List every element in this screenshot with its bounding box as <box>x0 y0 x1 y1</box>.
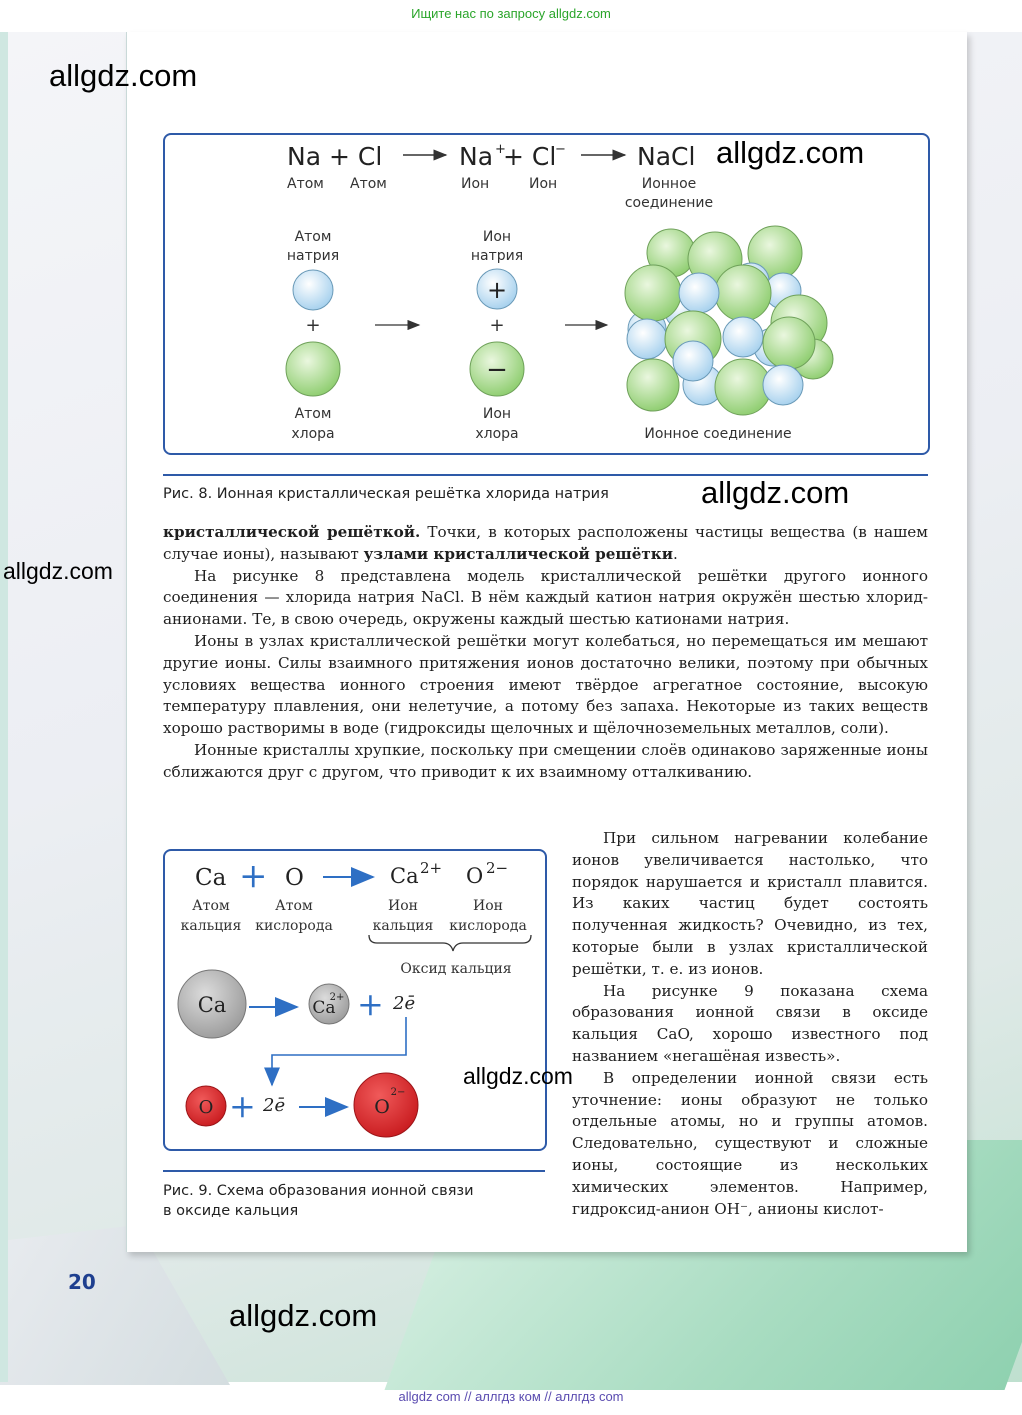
oxygen-atom-symbol: O <box>198 1097 214 1118</box>
brace-icon <box>369 935 531 951</box>
o-ion-label-2: кислорода <box>449 918 527 934</box>
equation-nacl: NaCl <box>637 142 696 171</box>
column-paragraph-2: На рисунке 9 показана схема образования ионной связи в оксиде кальция CaO, хорошо известного под названием «негашёная известь». <box>572 981 928 1065</box>
ca-ion-label-1: Ион <box>388 898 418 914</box>
top-banner[interactable]: Ищите нас по запросу allgdz.com <box>411 6 611 21</box>
equation-cl-ion: + Cl <box>503 142 557 171</box>
nacl-lattice <box>625 226 833 415</box>
background-strip <box>0 32 8 1382</box>
electrons-label: 2ē <box>263 1095 286 1116</box>
ca-atom-label-1: Атом <box>192 898 230 914</box>
chlorine-atom <box>286 342 340 396</box>
sodium-atom-label-1: Атом <box>294 229 332 245</box>
paragraph-2: На рисунке 8 представлена модель кристаллической решётки другого ионного соединения — хлорида натрия NaCl. В нём каждый катион натрия окружён шестью хлорид-анионами. Те, в свою очередь, окружены каждый шестью катионами натрия. <box>163 566 928 629</box>
sodium-ion-sphere <box>763 365 803 405</box>
eq-o: O <box>285 865 304 891</box>
ca-atom-label-2: кальция <box>180 918 242 934</box>
negative-charge-icon: − <box>486 355 508 385</box>
chlorine-ion-label-2: хлора <box>475 426 519 442</box>
label-ion-cl: Ион <box>529 176 558 192</box>
chlorine-atom-label-1: Атом <box>294 406 332 422</box>
column-paragraph-1: При сильном нагревании колебание ионов увеличивается настолько, что порядок нарушается и кристалл плавится. Из каких частиц будет состоять полученная жидкость? Очевидно, из тех, которые были в узлах кристаллической решётки, т. е. из ионов. <box>572 829 928 978</box>
label-compound-1: Ионное <box>641 176 697 192</box>
sodium-atom <box>293 270 333 310</box>
term-lattice-nodes: узлами кристаллической решётки <box>363 544 673 563</box>
chlorine-atom-label-2: хлора <box>291 426 335 442</box>
label-ion-na: Ион <box>461 176 490 192</box>
page-number: 20 <box>68 1270 96 1294</box>
eq-ca-charge: 2+ <box>420 859 443 877</box>
chloride-ion-sphere <box>625 265 681 321</box>
label-compound-2: соединение <box>624 195 714 211</box>
figure-9-caption-rule <box>163 1170 545 1172</box>
o-ion-label-1: Ион <box>473 898 503 914</box>
chloride-ion-sphere <box>627 359 679 411</box>
sodium-ion-sphere <box>723 317 763 357</box>
watermark: allgdz.com <box>229 1298 378 1333</box>
o-atom-label-2: кислорода <box>255 918 333 934</box>
eq-ca-ion: Ca <box>390 864 419 888</box>
positive-charge-icon: + <box>486 276 508 304</box>
term-crystal-lattice: кристаллической решёткой. <box>163 523 421 541</box>
lattice-label: Ионное соединение <box>644 426 792 442</box>
plus-sign: + <box>489 315 505 336</box>
chlorine-ion-label-1: Ион <box>482 406 512 422</box>
watermark: allgdz.com <box>716 135 865 170</box>
sodium-ion-sphere <box>673 341 713 381</box>
label-atom-cl: Атом <box>350 176 387 192</box>
ca-ion-label-2: кальция <box>372 918 434 934</box>
equation-na-charge: + <box>495 142 506 157</box>
plus-icon: + <box>357 985 384 1023</box>
plus-sign: + <box>305 315 321 336</box>
bottom-banner[interactable]: allgdz com // аллгдз ком // аллгдз com <box>398 1389 624 1404</box>
calcium-ion-symbol: Ca <box>312 998 336 1018</box>
label-atom-na: Атом <box>287 176 324 192</box>
sodium-ion-sphere <box>679 273 719 313</box>
column-paragraph-3: В определении ионной связи есть уточнение: ионы образуют не только отдельные атомы, но и группы атомов. Следовательно, существуют и сложные ионы, состоящие из нескольких химических элементов. Например, гидроксид-анион OH⁻, анионы кислот- <box>572 1068 928 1218</box>
calcium-atom-symbol: Ca <box>197 993 227 1017</box>
watermark: allgdz.com <box>463 1063 573 1089</box>
figure-9-diagram <box>163 849 547 1151</box>
paragraph-1: Точки, в которых расположены частицы вещества (в нашем случае ионы), называют <box>163 523 928 563</box>
eq-ca: Ca <box>195 865 227 891</box>
watermark: allgdz.com <box>3 558 113 584</box>
sodium-ion-label-1: Ион <box>482 229 512 245</box>
figure-8-diagram <box>163 133 930 455</box>
paragraph-4: Ионные кристаллы хрупкие, поскольку при смещении слоёв одинаково заряженные ионы сближаются друг с другом, что приводит к их взаимному отталкиванию. <box>163 740 928 781</box>
eq-o-ion: O <box>466 864 484 888</box>
eq-o-charge: 2− <box>486 859 509 877</box>
oxide-ion-symbol: O <box>374 1096 390 1118</box>
chloride-ion-sphere <box>715 265 771 321</box>
equation-na-ion: Na <box>459 142 494 171</box>
sodium-ion-label-2: натрия <box>470 248 524 264</box>
chloride-ion-sphere <box>763 317 815 369</box>
paragraph-3: Ионы в узлах кристаллической решётки могут колебаться, но перемещаться им мешают другие ионы. Силы взаимного притяжения ионов достаточно велики, поэтому при обычных условиях вещества ионного строения имеют твёрдое агрегатное состояние, высокую температуру плавления, они нелетучие, а потому без запаха. Некоторые из таких веществ хорошо растворимы в воде (гидроксиды щелочных и щёлочноземельных металлов, соли). <box>163 631 928 738</box>
sodium-ion-sphere <box>627 319 667 359</box>
figure-9-caption: Рис. 9. Схема образования ионной связи в оксиде кальция <box>163 1183 474 1219</box>
watermark: allgdz.com <box>49 58 198 93</box>
o-atom-label-1: Атом <box>275 898 313 914</box>
plus-icon: + <box>239 856 268 896</box>
sodium-atom-label-2: натрия <box>286 248 340 264</box>
body-text-main: кристаллической решёткой. Точки, в которых расположены частицы вещества (в нашем случае ионы), называют узлами кристаллической решётки. На рисунке 8 представлена модель кристаллической решётки другого ионного соединения — хлорида натрия NaCl. В нём каждый катион натрия окружён шестью хлорид-анионами. Те, в свою очередь, окружены каждый шестью катионами натрия. Ионы в узлах кристаллической решётки могут колебаться, но перемещаться им мешают другие ионы. Силы взаимного притяжения ионов достаточно велики, поэтому при обычных условиях вещества ионного строения имеют твёрдое агрегатное состояние, высокую температуру плавления, они нелетучие, а потому без запаха. Некоторые из таких веществ хорошо растворимы в воде (гидроксиды щелочных и щёлочноземельных металлов, соли). Ионные кристаллы хрупкие, поскольку при смещении слоёв одинаково заряженные ионы сближаются друг с другом, что приводит к их взаимному отталкиванию. <box>163 522 928 784</box>
equation-cl-charge: − <box>555 142 566 157</box>
figure-8-caption: Рис. 8. Ионная кристаллическая решётка хлорида натрия <box>163 486 609 502</box>
electrons-label: 2ē <box>393 993 416 1014</box>
oxide-label: Оксид кальция <box>400 961 512 977</box>
watermark: allgdz.com <box>701 475 850 510</box>
body-text-column <box>572 828 928 1220</box>
plus-icon: + <box>229 1087 256 1125</box>
equation-na-cl: Na + Cl <box>287 142 383 171</box>
oxide-ion-charge: 2− <box>390 1087 406 1098</box>
calcium-ion-charge: 2+ <box>329 992 345 1003</box>
